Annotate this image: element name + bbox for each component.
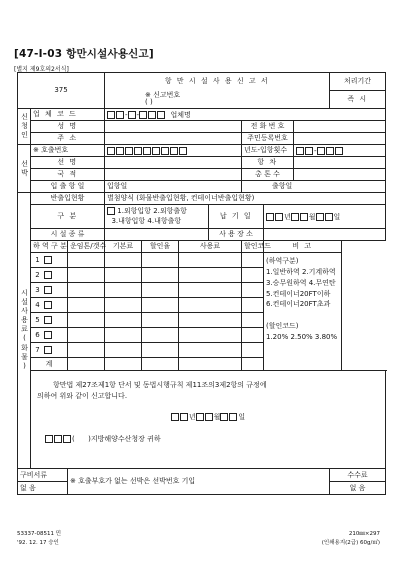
form-title: 항 만 시 설 사 용 신 고 서 — [105, 73, 330, 91]
main-form-table — [17, 72, 386, 495]
ship-name-field[interactable] — [105, 157, 242, 169]
table-row[interactable]: 4 — [31, 298, 68, 313]
category-label: 구 분 — [31, 205, 105, 229]
processing-period-label: 처리기간 — [330, 73, 386, 91]
table-row[interactable]: 2 — [31, 268, 68, 283]
col-header-discount-rate: 할인율 — [142, 241, 179, 253]
addressee[interactable]: ( )지방해양수산청장 귀하 — [37, 434, 379, 445]
required-docs-label: 구비서류 — [18, 469, 68, 482]
company-code-label: 업 체 코 드 — [31, 109, 105, 121]
company-code-field[interactable]: - - 업체명 — [105, 109, 386, 121]
vessel-section-label: 선박 — [18, 145, 31, 193]
docs-note: ※ 호출부호가 없는 선박은 선박번호 기입 — [68, 469, 330, 495]
report-number-parens: ( ) — [145, 98, 153, 107]
tonnage-label: 총 톤 수 — [242, 169, 294, 181]
table-row[interactable]: 5 — [31, 313, 68, 328]
col-header-remarks: 비 고 — [264, 241, 342, 253]
usage-place-label: 사 용 장 소 — [209, 229, 264, 241]
form-code: 375 — [18, 73, 105, 109]
table-row[interactable]: 3 — [31, 283, 68, 298]
fee-value: 없 음 — [330, 482, 386, 495]
tonnage-field[interactable] — [294, 169, 386, 181]
resident-number-label: 주민등록번호 — [242, 133, 294, 145]
print-code: 53337-08511 민 — [17, 531, 62, 537]
approval-date: '92. 12. 17 승인 — [17, 540, 59, 546]
year-entry-field[interactable]: - — [294, 145, 386, 157]
facility-type-label: 시 설 종 류 — [31, 229, 105, 241]
table-row[interactable]: 6 — [31, 328, 68, 343]
ship-name-label: 선 명 — [31, 157, 105, 169]
payment-date-label: 납 기 일 — [209, 205, 264, 229]
nationality-field[interactable] — [105, 169, 242, 181]
phone-label: 전 화 번 호 — [242, 121, 294, 133]
name-label: 성 명 — [31, 121, 105, 133]
name-field[interactable] — [105, 121, 242, 133]
load-status-value: 별첨양식 (화물반출입현황, 컨테이너반출입현황) — [105, 193, 386, 205]
facility-type-field[interactable] — [105, 229, 209, 241]
resident-number-field[interactable] — [294, 133, 386, 145]
declaration-block — [31, 371, 386, 469]
declaration-date[interactable]: 년 월 일 — [37, 412, 379, 423]
call-sign-field[interactable] — [105, 145, 242, 157]
address-label: 주 소 — [31, 133, 105, 145]
payment-date-field[interactable]: 년 월 일 — [264, 205, 386, 229]
col-header-handling: 하 역 구 분 — [31, 241, 68, 253]
table-row[interactable]: 1 — [31, 253, 68, 268]
address-field[interactable] — [105, 133, 242, 145]
call-sign-label: ※ 호출번호 — [31, 145, 105, 157]
port-count-field[interactable] — [294, 157, 386, 169]
required-docs-value: 없 음 — [18, 482, 68, 495]
col-header-discount-code: 할인코드 — [242, 241, 264, 253]
port-count-label: 항 차 — [242, 157, 294, 169]
usage-place-field[interactable] — [264, 229, 386, 241]
total-label: 계 — [31, 358, 68, 371]
year-entry-label: 년도-입항횟수 — [242, 145, 294, 157]
entry-date-field[interactable]: 입항일 — [105, 181, 242, 193]
col-header-tonnage: 운임톤/갯수 — [68, 241, 105, 253]
phone-field[interactable] — [294, 121, 386, 133]
report-number-label: ※ 신고번호 — [145, 91, 181, 100]
paper-size: 210㎜×297 — [348, 531, 380, 537]
paper-type: (인쇄용지(2급) 60g/㎡) — [321, 540, 380, 546]
table-row[interactable]: 7 — [31, 343, 68, 358]
category-options[interactable]: 1.외항입항 2.외항출항 3.내항입항 4.내항출항 — [105, 205, 209, 229]
col-header-usage-fee: 사용료 — [179, 241, 242, 253]
processing-period-value: 즉 시 — [330, 91, 386, 109]
nationality-label: 국 적 — [31, 169, 105, 181]
fee-label: 수수료 — [330, 469, 386, 482]
annex-label: [별지 제9호의2서식] — [14, 66, 69, 73]
facility-section-label: 시설사용료(화물) — [18, 193, 31, 469]
form-number: [47-I-03 항만시설사용신고] — [14, 48, 154, 60]
applicant-section-label: 신청인 — [18, 109, 31, 145]
col-header-base-fee: 기본료 — [105, 241, 142, 253]
load-status-label: 반출입현황 — [31, 193, 105, 205]
report-number-field[interactable] — [105, 91, 330, 109]
entry-date-label: 입 출 항 일 — [31, 181, 105, 193]
declaration-text-2: 의하여 위와 같이 신고합니다. — [37, 392, 128, 401]
declaration-text-1: 항만법 제27조제1항 단서 및 동법시행규칙 제11조의3제2항의 규정에 — [53, 381, 267, 389]
remarks-notes: (하역구분) 1.일반하역 2.기계하역 3.승무원하역 4.무연탄 5.컨테이너20FT이하 6.컨테이너20FT초과 (할인코드) 1.20% 2.50% 3.80% — [264, 253, 342, 371]
company-name-label: 업체명 — [170, 110, 191, 119]
category-checkbox[interactable] — [107, 207, 115, 215]
departure-date-field[interactable]: 출항일 — [242, 181, 386, 193]
